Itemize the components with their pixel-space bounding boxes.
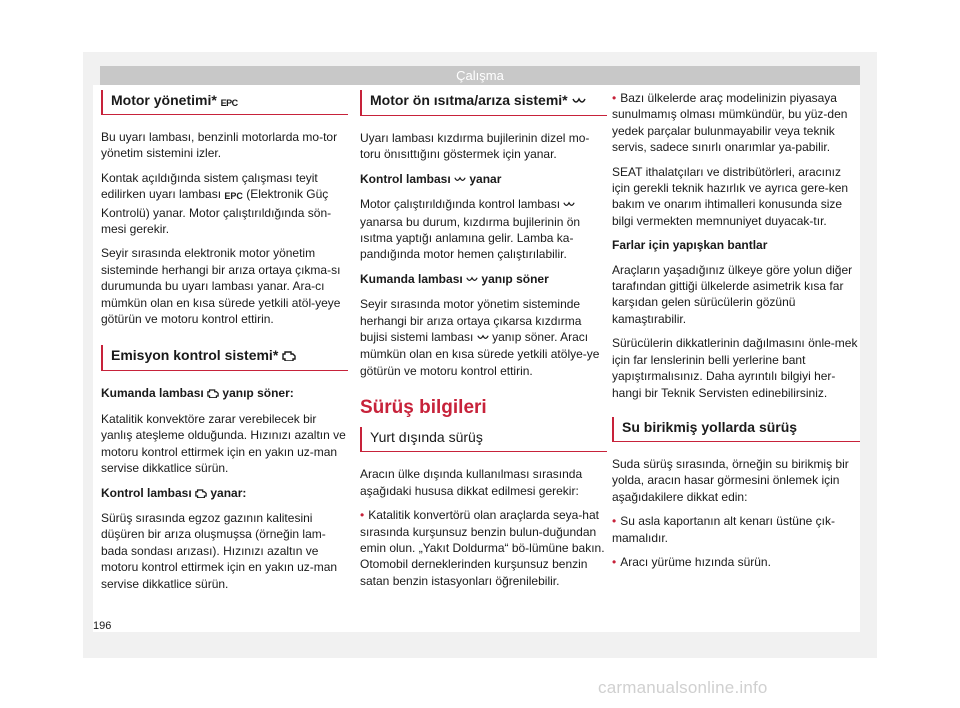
- section-title-yurt-disinda: Yurt dışında sürüş: [360, 427, 607, 452]
- paragraph: Kontak açıldığında sistem çalışması teyit edilirken uyarı lambası EPC (Elektronik Güç Kontrolü) yanar. Motor çalıştırıldığında sön-mesi gerekir.: [101, 170, 332, 237]
- bullet-dot-icon: •: [612, 554, 617, 569]
- bullet-item: • Su asla kaportanın alt kenarı üstüne çık-mamalıdır.: [612, 514, 835, 545]
- paragraph: Sürücülerin dikkatlerinin dağılmasını önle-mek için far lenslerinin belli yerlerine bant yapıştırmalısınız. Daha ayrıntılı bilgiyi her-hangi bir Teknik Servisten edinebilirsiniz.: [612, 336, 858, 400]
- chapter-title: Sürüş bilgileri: [360, 397, 487, 419]
- header-title: Çalışma: [456, 68, 504, 83]
- bullet-item: • Katalitik konvertörü olan araçlarda seya-hat sırasında kurşunsuz benzin bulun-duğundan emin olun. „Yakıt Doldurma“ bö-lümüne bakın. Otomobil derneklerinden kurşunsuz benzin satan benzin istasyonları öğrenilebilir.: [360, 508, 605, 588]
- subheading: Kumanda lambası yanıp söner: [360, 271, 607, 288]
- paragraph: Bu uyarı lambası, benzinli motorlarda mo-tor yönetim sistemini izler.: [101, 130, 338, 161]
- glow-plug-icon: [466, 272, 478, 288]
- section-title-su-birikmis: Su birikmiş yollarda sürüş: [612, 417, 860, 442]
- bullet-item: • Bazı ülkelerde araç modelinizin piyasaya sunulmamış olması mümkündür, bu yüz-den yedek parçalar bulunmayabilir veya teknik servis, sadece sınırlı onarımlar ya-pabilir.: [612, 91, 848, 155]
- subheading: Farlar için yapışkan bantlar: [612, 238, 768, 253]
- paragraph: SEAT ithalatçıları ve distribütörleri, aracınız için gerekli teknik hazırlık ve ayrıca gere-ken bakım ve onarım ihtimalleri konusunda size bilgi vermekten memnuniyet duyacak-tır.: [612, 164, 849, 228]
- column-3: [612, 90, 860, 578]
- subheading: Kumanda lambası yanıp söner:: [101, 385, 348, 402]
- bullet-dot-icon: •: [360, 508, 365, 523]
- paragraph: Aracın ülke dışında kullanılması sırasında aşağıdaki hususa dikkat edilmesi gerekir:: [360, 467, 583, 498]
- paragraph: Katalitik konvektöre zarar verebilecek bir yanlış ateşleme olduğunda. Hızınızı azaltın ve motoru kontrol ettirmek için en yakın uz-man servise dikkatlice sürün.: [101, 411, 346, 476]
- epc-icon: EPC: [224, 191, 243, 202]
- page-number: 196: [93, 620, 112, 632]
- paragraph: Motor çalıştırıldığında kontrol lambası yanarsa bu durum, kızdırma bujilerinin ön ısıtma yaptığı anlamına gelir. Lamba ka-pandığında motor hemen çalıştırılabilir.: [360, 197, 581, 262]
- bullet-dot-icon: •: [612, 91, 617, 105]
- column-2: [360, 90, 607, 597]
- glow-plug-icon: [563, 197, 575, 213]
- bullet-dot-icon: •: [612, 514, 617, 529]
- glow-plug-icon: [454, 172, 466, 188]
- column-1: [101, 90, 348, 600]
- bullet-item: • Aracı yürüme hızında sürün.: [612, 554, 771, 569]
- paragraph: Uyarı lambası kızdırma bujilerinin dizel mo-toru önısıttığını göstermek için yanar.: [360, 131, 590, 162]
- paragraph: Sürüş sırasında egzoz gazının kalitesini düşüren bir arıza oluşmuşsa (örneğin lam-bada sondası arızası). Hızınızı azaltın ve motoru kontrol ettirmek için en yakın uz-man servise dikkatlice sürün.: [101, 510, 338, 591]
- subheading: Kontrol lambası yanar: [360, 171, 607, 188]
- section-title-motor-yonetimi: Motor yönetimi* EPC: [101, 90, 348, 115]
- engine-warning-icon: [207, 386, 219, 402]
- engine-warning-icon: [282, 348, 296, 364]
- paragraph: Araçların yaşadığınız ülkeye göre yolun diğer tarafından gittiği ülkelerde asimetrik kısa far karşıdan gelen sürücülerin gözünü kamaştırabilir.: [612, 262, 853, 326]
- paragraph: Suda sürüş sırasında, örneğin su birikmiş bir yolda, aracın hasar görmesini önlemek için aşağıdakilere dikkat edin:: [612, 456, 849, 504]
- paragraph: Seyir sırasında motor yönetim sisteminde herhangi bir arıza ortaya çıkarsa kızdırma bujisi sistemi lambası yanıp söner. Aracı mümkün olan en kısa sürede yetkili atölye-ye götürün ve motoru kontrol ettirin.: [360, 297, 600, 378]
- engine-warning-icon: [195, 486, 207, 502]
- section-title-emisyon: Emisyon kontrol sistemi*: [101, 345, 348, 371]
- subheading: Kontrol lambası yanar:: [101, 485, 348, 502]
- glow-plug-icon: [572, 93, 586, 109]
- section-title-on-isitma: Motor ön ısıtma/arıza sistemi*: [360, 90, 607, 116]
- glow-plug-icon: [477, 330, 489, 346]
- paragraph: Seyir sırasında elektronik motor yönetim sisteminde herhangi bir arıza ortaya çıkma-sı durumunda bu uyarı lambası yanar. Ara-cı mümkün olan en kısa sürede yetkili atöl-yeye götürün ve motoru kontrol ettirin.: [101, 246, 341, 327]
- epc-icon: EPC: [220, 98, 238, 108]
- watermark: carmanualsonline.info: [598, 678, 768, 697]
